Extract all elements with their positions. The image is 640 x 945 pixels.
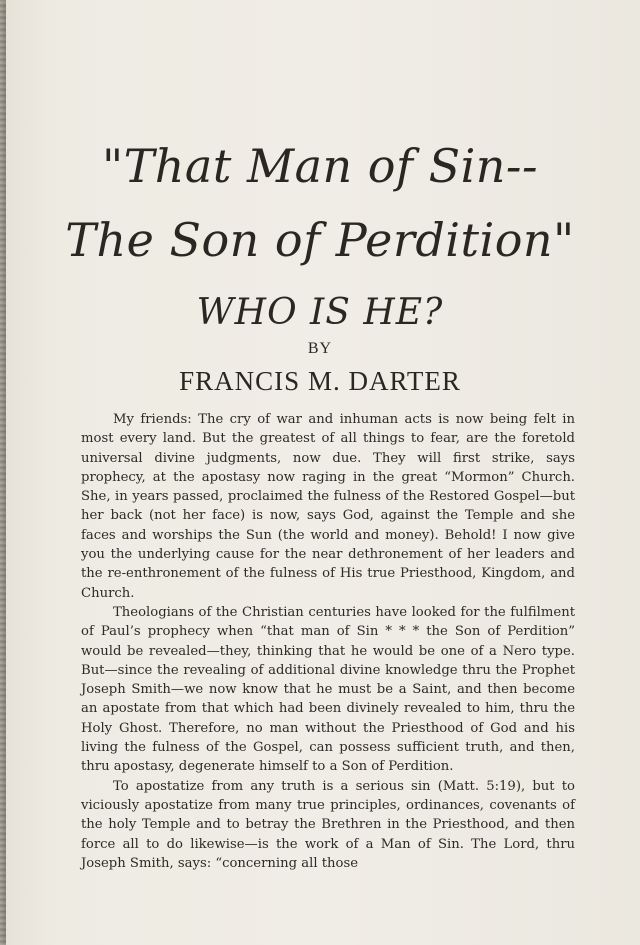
paragraph-2: Theologians of the Christian centuries have looked for the fulfilment of Paul’s prophecy when “that man of Sin * * * the Son of Perdition” would be revealed—they, thinking that he would be one of a Nero type. But—since the revealing of additional divine knowledge thru the Prophet Joseph Smith—we now know that he must be a Saint, and then become an apostate from that which had been divinely revealed to him, thru the Holy Ghost. Therefore, no man without the Priesthood of God and his living the fulness of the Gospel, can possess sufficient truth, and then, thru apostasy, degenerate himself to a Son of Perdition. <box>81 604 575 775</box>
paragraph-3: To apostatize from any truth is a serious sin (Matt. 5:19), but to viciously apostatize from many true principles, ordinances, covenants of the holy Temple and to betray the Brethren in the Priesthood, and then force all to do likewise—is the work of a Man of Sin. The Lord, thru Joseph Smith, says: “concerning all those <box>81 778 575 871</box>
title-line-2: The Son of Perdition" <box>65 212 575 267</box>
paragraph-1: My friends: The cry of war and inhuman acts is now being felt in most every land. But the greatest of all things to fear, are the foretold universal divine judgments, now due. They will first strike, says prophecy, at the apostasy now raging in the great “Mormon” Church. She, in years passed, proclaimed the fulness of the Restored Gospel—but her back (not her face) is now, says God, against the Temple and she faces and worships the Sun (the world and money). Behold! I now give you the underlying cause for the near dethronement of her leaders and the re-enthronement of the fulness of His true Priesthood, Kingdom, and Church. <box>81 412 575 601</box>
title-question: WHO IS HE? <box>196 291 444 333</box>
byline-by: BY <box>307 340 333 357</box>
body-text <box>81 410 575 873</box>
author-name: FRANCIS M. DARTER <box>179 366 461 396</box>
title-line-1: "That Man of Sin-- <box>101 138 539 193</box>
